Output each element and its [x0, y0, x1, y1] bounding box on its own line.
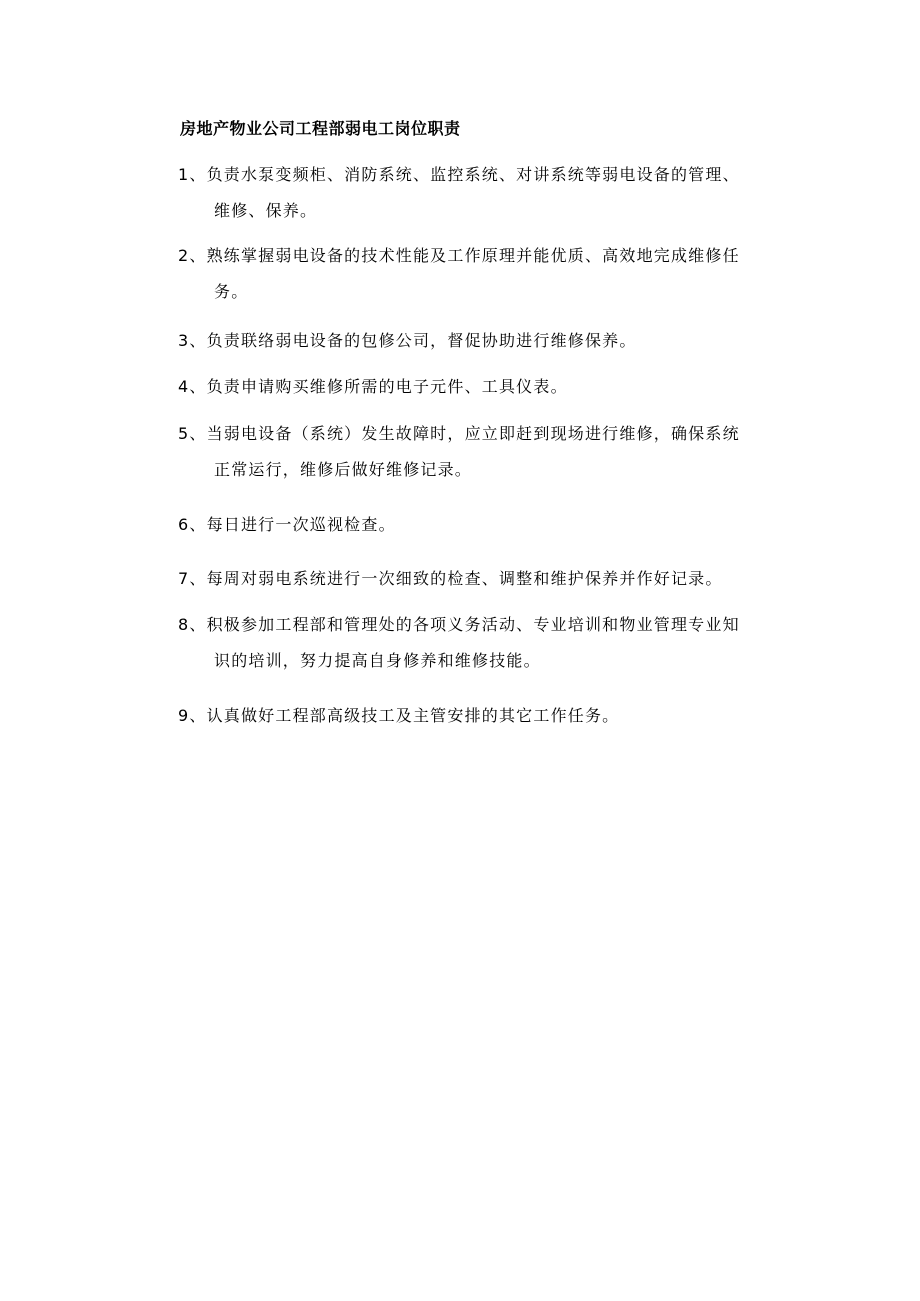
- duty-item-line: 9、认真做好工程部高级技工及主管安排的其它工作任务。: [178, 706, 620, 725]
- duty-item-line: 2、熟练掌握弱电设备的技术性能及工作原理并能优质、高效地完成维修任: [178, 246, 740, 265]
- document-title: 房地产物业公司工程部弱电工岗位职责: [180, 119, 461, 138]
- duty-item-8: [178, 607, 798, 679]
- duty-item-line: 8、积极参加工程部和管理处的各项义务活动、专业培训和物业管理专业知: [178, 615, 740, 634]
- duty-item-9: [178, 698, 798, 734]
- duty-item-line: 6、每日进行一次巡视检查。: [178, 515, 396, 534]
- duty-item-line: 维修、保养。: [214, 201, 318, 220]
- duty-item-5: [178, 416, 798, 488]
- duty-item-line: 正常运行，维修后做好维修记录。: [214, 460, 473, 479]
- duty-item-line: 4、负责申请购买维修所需的电子元件、工具仪表。: [178, 377, 568, 396]
- duty-item-4: [178, 369, 798, 405]
- duty-item-line: 务。: [214, 282, 249, 301]
- duty-item-line: 7、每周对弱电系统进行一次细致的检查、调整和维护保养并作好记录。: [178, 569, 723, 588]
- duty-item-3: [178, 323, 798, 359]
- duty-item-2: [178, 238, 798, 310]
- duty-item-line: 5、当弱电设备（系统）发生故障时，应立即赶到现场进行维修，确保系统: [178, 424, 740, 443]
- duty-item-line: 3、负责联络弱电设备的包修公司，督促协助进行维修保养。: [178, 331, 637, 350]
- duty-item-7: [178, 561, 798, 597]
- duty-item-line: 1、负责水泵变频柜、消防系统、监控系统、对讲系统等弱电设备的管理、: [178, 165, 740, 184]
- duty-item-line: 识的培训，努力提高自身修养和维修技能。: [214, 651, 541, 670]
- duty-item-1: [178, 157, 798, 229]
- duty-item-6: [178, 507, 798, 543]
